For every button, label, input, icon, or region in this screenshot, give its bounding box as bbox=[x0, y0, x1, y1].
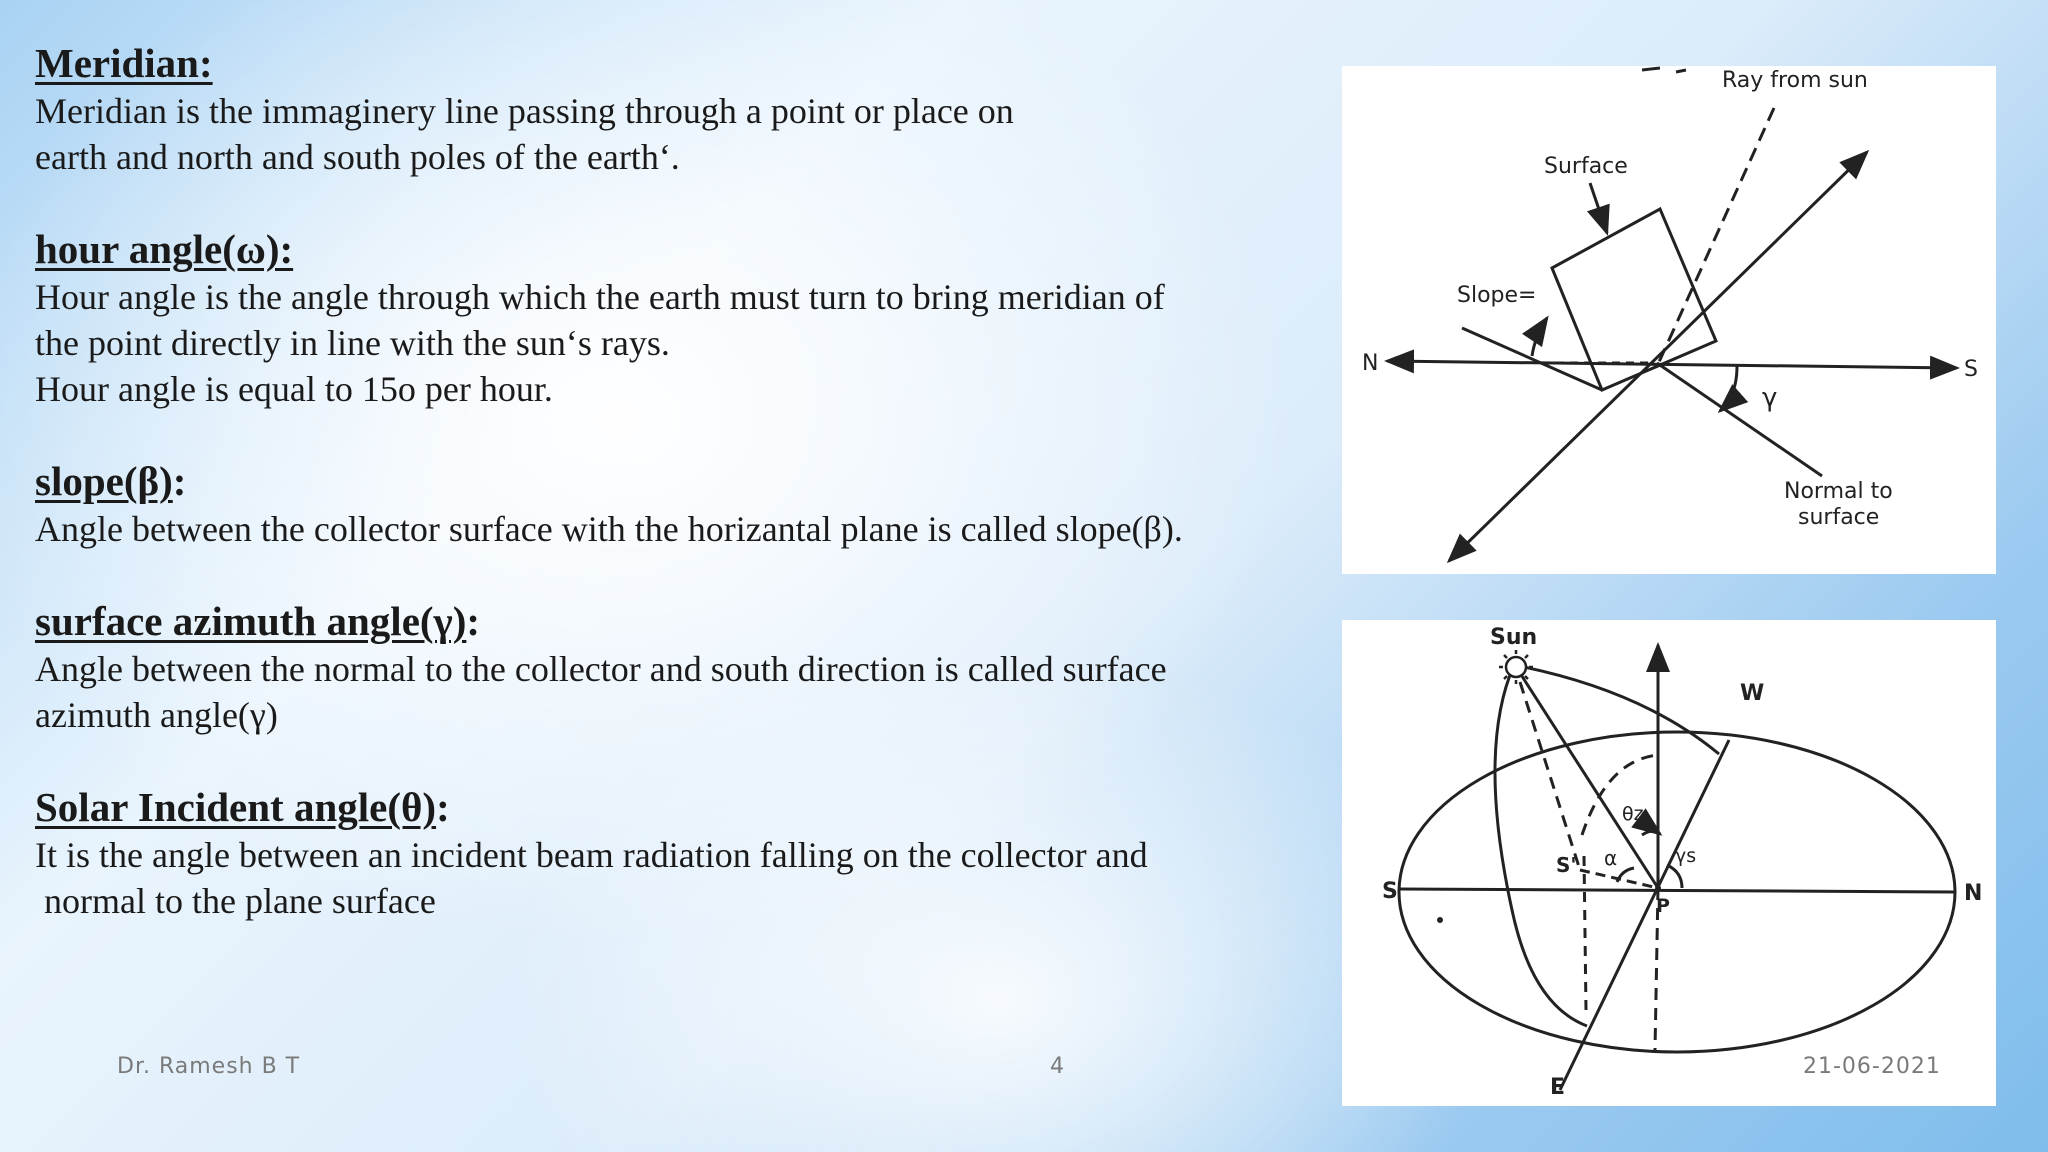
surface-pointer bbox=[1590, 183, 1607, 233]
surface-label: Surface bbox=[1544, 154, 1628, 179]
celestial-diagram-svg bbox=[1342, 620, 1996, 1106]
body-line: Hour angle is equal to 15o per hour. bbox=[35, 369, 553, 409]
celestial-diagram bbox=[1342, 620, 1996, 1106]
footer-date: 21-06-2021 bbox=[1803, 1054, 1941, 1079]
theta-z-label: θz bbox=[1622, 803, 1644, 825]
zenith-arc bbox=[1582, 755, 1658, 835]
section-heading: surface azimuth angle(γ): bbox=[35, 598, 481, 644]
normal-label-1: Normal to bbox=[1784, 479, 1893, 504]
north-label: N bbox=[1362, 351, 1379, 376]
section-hour-angle bbox=[35, 224, 1325, 412]
body-line: azimuth angle(γ) bbox=[35, 695, 278, 735]
sun-projection bbox=[1520, 682, 1580, 870]
section-heading: Meridian: bbox=[35, 40, 213, 86]
gamma-arc bbox=[1720, 366, 1737, 411]
section-slope bbox=[35, 456, 1325, 552]
section-solar-incident bbox=[35, 782, 1325, 924]
body-line: Hour angle is the angle through which the earth must turn to bring meridian of bbox=[35, 277, 1165, 317]
gamma-label: γ bbox=[1762, 383, 1778, 413]
s-prime-label: S' bbox=[1556, 853, 1577, 877]
body-line: Angle between the normal to the collector and south direction is called surface bbox=[35, 649, 1167, 689]
north-south-axis bbox=[1387, 361, 1957, 368]
slope-label: Slope= bbox=[1457, 283, 1537, 308]
south-north-line bbox=[1399, 889, 1956, 892]
ray-label: Ray from sun bbox=[1722, 68, 1868, 93]
p-label: P bbox=[1656, 895, 1670, 917]
body-line: normal to the plane surface bbox=[35, 881, 436, 921]
vertical-dashed bbox=[1584, 856, 1586, 1010]
body-line: earth and north and south poles of the earth‘. bbox=[35, 137, 680, 177]
south-label: S bbox=[1964, 357, 1978, 382]
south-label: S bbox=[1382, 879, 1398, 904]
alpha-label: α bbox=[1604, 846, 1618, 870]
sun-ray bbox=[1659, 108, 1774, 362]
section-heading: hour angle(ω): bbox=[35, 226, 294, 272]
body-line: It is the angle between an incident beam radiation falling on the collector and bbox=[35, 835, 1148, 875]
sun-label: Sun bbox=[1490, 625, 1538, 650]
section-heading: Solar Incident angle(θ): bbox=[35, 784, 450, 830]
slope-diagram bbox=[1342, 66, 1996, 574]
slope-diagram-svg bbox=[1342, 66, 1996, 574]
section-heading: slope(β): bbox=[35, 458, 187, 504]
normal-projection bbox=[1657, 363, 1822, 476]
section-meridian bbox=[35, 38, 1325, 180]
body-line: the point directly in line with the sun‘s rays. bbox=[35, 323, 670, 363]
body-line: Angle between the collector surface with the horizantal plane is called slope(β). bbox=[35, 509, 1183, 549]
west-label: W bbox=[1740, 681, 1765, 706]
footer-page-number: 4 bbox=[1050, 1054, 1065, 1079]
normal-label-2: surface bbox=[1798, 505, 1880, 530]
body-line: Meridian is the immaginery line passing through a point or place on bbox=[35, 91, 1014, 131]
section-surface-azimuth bbox=[35, 596, 1325, 738]
east-label: E bbox=[1550, 1075, 1566, 1100]
gamma-s-label: γs bbox=[1675, 845, 1697, 867]
north-label: N bbox=[1964, 881, 1983, 906]
text-content bbox=[35, 38, 1325, 968]
slope-arc bbox=[1532, 318, 1547, 356]
footer-author: Dr. Ramesh B T bbox=[117, 1054, 301, 1079]
